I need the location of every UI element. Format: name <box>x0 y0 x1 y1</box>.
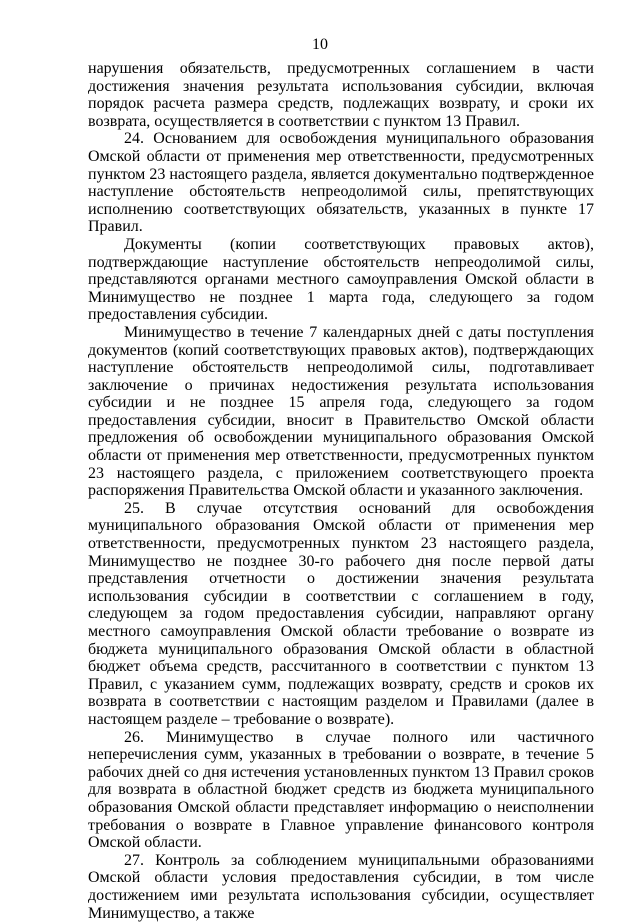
page-number: 10 <box>312 36 328 53</box>
paragraph-24: 24. Основанием для освобождения муниципального образования Омской области от применения мер ответственности, предусмотренных пунктом 23 настоящего раздела, является документально подтвержденное наступление обстоятельств непреодолимой силы, препятствующих исполнению соответствующих обязательств, указанных в пункте 17 Правил. <box>88 130 594 236</box>
paragraph-continuation: нарушения обязательств, предусмотренных соглашением в части достижения значения результата использования субсидии, включая порядок расчета размера средств, подлежащих возврату, и сроки их возврата, осуществляется в соответствии с пунктом 13 Правил. <box>88 60 594 130</box>
paragraph-minimushchestvo-conclusion: Минимущество в течение 7 календарных дней с даты поступления документов (копий соответствующих правовых актов), подтверждающих наступление обстоятельств непреодолимой силы, подготавливает заключение о причинах недостижения результата использования субсидии и не позднее 15 апреля года, следующего за годом предоставления субсидии, вносит в Правительство Омской области предложения об освобождении муниципального образования Омской области от применения мер ответственности, предусмотренных пунктом 23 настоящего раздела, с приложением соответствующего проекта распоряжения Правительства Омской области и указанного заключения. <box>88 323 594 500</box>
paragraph-25: 25. В случае отсутствия оснований для освобождения муниципального образования Омской области от применения мер ответственности, предусмотренных пунктом 23 настоящего раздела, Минимущество не позднее 30-го рабочего дня после первой даты представления отчетности о достижении значения результата использования субсидии в соответствии с соглашением в году, следующем за годом предоставления субсидии, направляют органу местного самоуправления Омской области требование о возврате из бюджета муниципального образования Омской области в областной бюджет объема средств, рассчитанного в соответствии с пунктом 13 Правил, с указанием сумм, подлежащих возврату, средств и сроков их возврата в соответствии с настоящим разделом и Правилами (далее в настоящем разделе – требование о возврате). <box>88 499 594 728</box>
paragraph-27: 27. Контроль за соблюдением муниципальными образованиями Омской области условия предоставления субсидии, в том числе достижением ими результата использования субсидии, осуществляет Минимущество, а также <box>88 851 594 922</box>
document-body <box>88 60 594 922</box>
paragraph-documents: Документы (копии соответствующих правовых актов), подтверждающие наступление обстоятельств непреодолимой силы, представляются органами местного самоуправления Омской области в Минимущество не позднее 1 марта года, следующего за годом предоставления субсидии. <box>88 235 594 324</box>
paragraph-26: 26. Минимущество в случае полного или частичного неперечисления сумм, указанных в требовании о возврате, в течение 5 рабочих дней со дня истечения установленных пунктом 13 Правил сроков для возврата в областной бюджет средств из бюджета муниципального образования Омской области представляет информацию о неисполнении требования о возврате в Главное управление финансового контроля Омской области. <box>88 728 594 852</box>
